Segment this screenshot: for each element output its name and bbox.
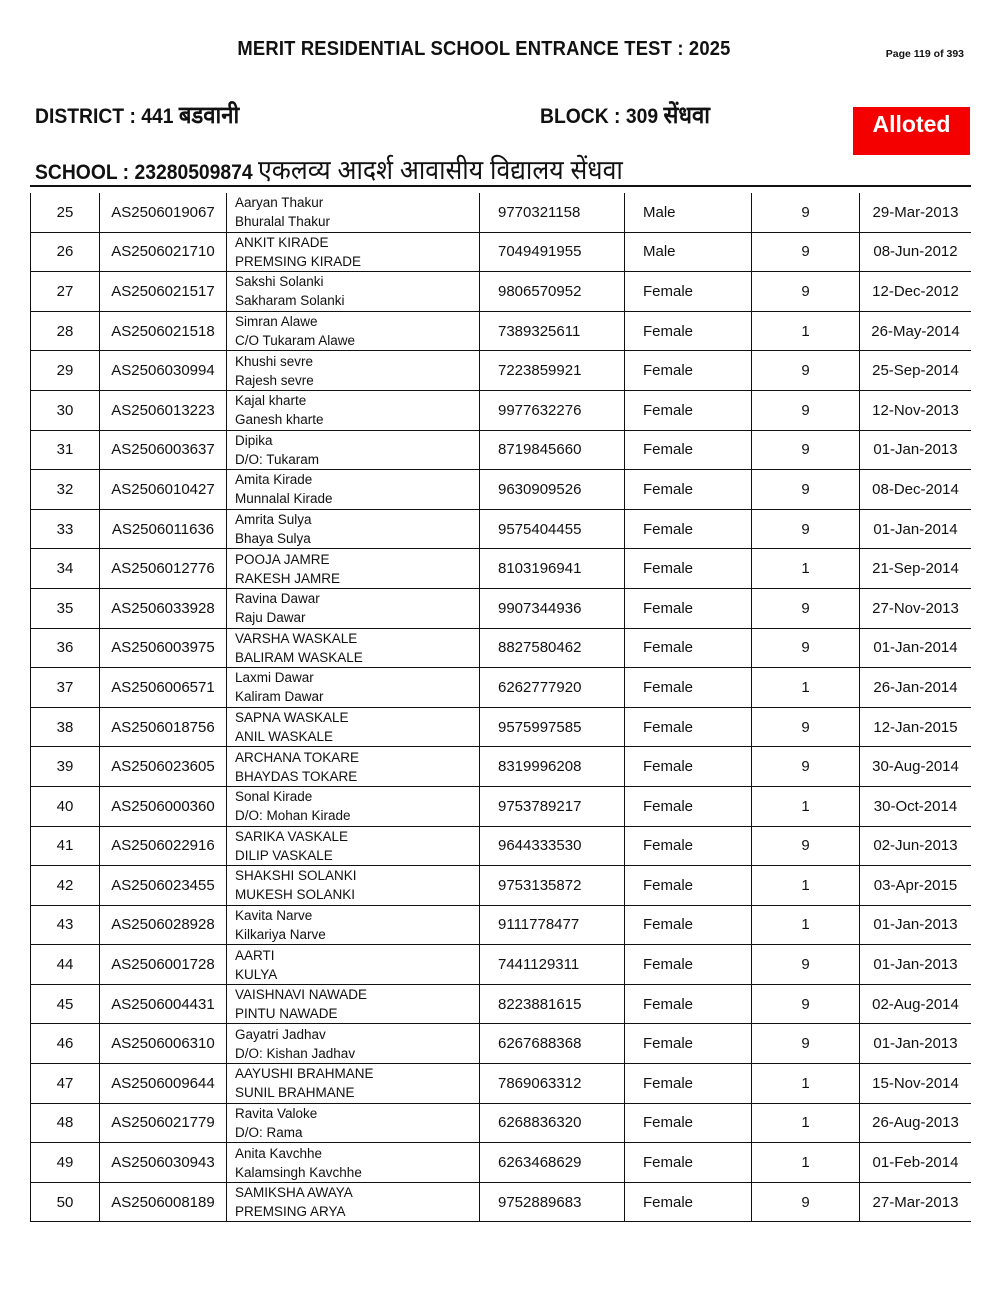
guardian-name: Munnalal Kirade: [235, 491, 333, 507]
date-of-birth-cell: 26-May-2014: [860, 311, 972, 351]
candidate-name-cell: [227, 866, 480, 906]
candidate-name-cell: [227, 390, 480, 430]
candidate-name-cell: [227, 826, 480, 866]
mobile-number-cell: 6262777920: [480, 668, 625, 708]
date-of-birth-cell: 01-Feb-2014: [860, 1143, 972, 1183]
mobile-number-cell: 8719845660: [480, 430, 625, 470]
page-number: Page 119 of 393: [885, 48, 964, 60]
mobile-number-cell: 9753789217: [480, 786, 625, 826]
category-cell: 1: [752, 1064, 860, 1104]
block-label: BLOCK : 309: [540, 105, 664, 128]
candidate-name: POOJA JAMRE: [235, 551, 330, 567]
table-row: [31, 866, 972, 906]
candidate-name: Anita Kavchhe: [235, 1145, 323, 1161]
candidate-name: Amrita Sulya: [235, 512, 312, 528]
mobile-number-cell: 6268836320: [480, 1103, 625, 1143]
application-number-cell: AS2506019067: [100, 193, 227, 232]
merit-list-table: [30, 193, 971, 1222]
mobile-number-cell: 9770321158: [480, 193, 625, 232]
table-row: [31, 707, 972, 747]
serial-number-cell: 44: [31, 945, 100, 985]
serial-number-cell: 28: [31, 311, 100, 351]
application-number-cell: AS2506013223: [100, 390, 227, 430]
candidate-name-cell: [227, 311, 480, 351]
application-number-cell: AS2506021518: [100, 311, 227, 351]
table-row: [31, 786, 972, 826]
candidate-name-cell: [227, 272, 480, 312]
category-cell: 9: [752, 1182, 860, 1222]
application-number-cell: AS2506021517: [100, 272, 227, 312]
status-badge: Alloted: [853, 107, 970, 155]
candidate-name: SHAKSHI SOLANKI: [235, 868, 357, 884]
candidate-name-cell: [227, 470, 480, 510]
mobile-number-cell: 7441129311: [480, 945, 625, 985]
date-of-birth-cell: 15-Nov-2014: [860, 1064, 972, 1104]
guardian-name: PREMSING KIRADE: [235, 253, 362, 269]
candidate-name: Dipika: [235, 432, 273, 448]
candidate-name: Ravita Valoke: [235, 1105, 318, 1121]
table-row: [31, 945, 972, 985]
guardian-name: BHAYDAS TOKARE: [235, 768, 358, 784]
serial-number-cell: 46: [31, 1024, 100, 1064]
category-cell: 9: [752, 826, 860, 866]
school-label: SCHOOL : 23280509874: [35, 161, 259, 184]
candidate-name-cell: [227, 509, 480, 549]
candidate-name: Aaryan Thakur: [235, 195, 324, 211]
guardian-name: ANIL WASKALE: [235, 729, 334, 745]
table-row: [31, 272, 972, 312]
category-cell: 9: [752, 430, 860, 470]
guardian-name: D/O: Mohan Kirade: [235, 808, 351, 824]
guardian-name: D/O: Tukaram: [235, 451, 320, 467]
mobile-number-cell: 9753135872: [480, 866, 625, 906]
candidate-name: AARTI: [235, 947, 275, 963]
serial-number-cell: 43: [31, 905, 100, 945]
table-row: [31, 984, 972, 1024]
serial-number-cell: 41: [31, 826, 100, 866]
candidate-name-cell: [227, 786, 480, 826]
guardian-name: Bhaya Sulya: [235, 531, 311, 547]
guardian-name: D/O: Rama: [235, 1124, 303, 1140]
category-cell: 9: [752, 984, 860, 1024]
gender-cell: Female: [625, 668, 752, 708]
mobile-number-cell: 9630909526: [480, 470, 625, 510]
serial-number-cell: 32: [31, 470, 100, 510]
date-of-birth-cell: 30-Aug-2014: [860, 747, 972, 787]
mobile-number-cell: 9644333530: [480, 826, 625, 866]
mobile-number-cell: 8103196941: [480, 549, 625, 589]
candidate-name-cell: [227, 628, 480, 668]
gender-cell: Female: [625, 628, 752, 668]
table-row: [31, 311, 972, 351]
date-of-birth-cell: 27-Mar-2013: [860, 1182, 972, 1222]
guardian-name: D/O: Kishan Jadhav: [235, 1045, 356, 1061]
table-row: [31, 1024, 972, 1064]
gender-cell: Female: [625, 707, 752, 747]
gender-cell: Female: [625, 390, 752, 430]
table-row: [31, 628, 972, 668]
guardian-name: PREMSING ARYA: [235, 1204, 346, 1220]
application-number-cell: AS2506003975: [100, 628, 227, 668]
gender-cell: Female: [625, 509, 752, 549]
category-cell: 9: [752, 628, 860, 668]
mobile-number-cell: 7869063312: [480, 1064, 625, 1104]
table-row: [31, 747, 972, 787]
gender-cell: Female: [625, 470, 752, 510]
table-row: [31, 826, 972, 866]
candidate-name: AAYUSHI BRAHMANE: [235, 1066, 374, 1082]
category-cell: 9: [752, 588, 860, 628]
mobile-number-cell: 9575997585: [480, 707, 625, 747]
serial-number-cell: 45: [31, 984, 100, 1024]
gender-cell: Male: [625, 232, 752, 272]
date-of-birth-cell: 26-Jan-2014: [860, 668, 972, 708]
candidate-name-cell: [227, 668, 480, 708]
mobile-number-cell: 9111778477: [480, 905, 625, 945]
table-row: [31, 588, 972, 628]
serial-number-cell: 48: [31, 1103, 100, 1143]
candidate-name-cell: [227, 1024, 480, 1064]
application-number-cell: AS2506004431: [100, 984, 227, 1024]
date-of-birth-cell: 08-Dec-2014: [860, 470, 972, 510]
category-cell: 1: [752, 866, 860, 906]
date-of-birth-cell: 02-Jun-2013: [860, 826, 972, 866]
date-of-birth-cell: 01-Jan-2013: [860, 945, 972, 985]
serial-number-cell: 34: [31, 549, 100, 589]
district-label: DISTRICT : 441: [35, 105, 179, 128]
gender-cell: Female: [625, 1143, 752, 1183]
gender-cell: Female: [625, 826, 752, 866]
application-number-cell: AS2506003637: [100, 430, 227, 470]
date-of-birth-cell: 12-Dec-2012: [860, 272, 972, 312]
date-of-birth-cell: 01-Jan-2014: [860, 628, 972, 668]
guardian-name: Kaliram Dawar: [235, 689, 324, 705]
serial-number-cell: 42: [31, 866, 100, 906]
serial-number-cell: 27: [31, 272, 100, 312]
category-cell: 9: [752, 1024, 860, 1064]
gender-cell: Female: [625, 747, 752, 787]
application-number-cell: AS2506021779: [100, 1103, 227, 1143]
table-row: [31, 1064, 972, 1104]
candidate-name: Kavita Narve: [235, 907, 313, 923]
date-of-birth-cell: 27-Nov-2013: [860, 588, 972, 628]
table-row: [31, 905, 972, 945]
serial-number-cell: 37: [31, 668, 100, 708]
table-row: [31, 549, 972, 589]
application-number-cell: AS2506008189: [100, 1182, 227, 1222]
gender-cell: Female: [625, 588, 752, 628]
table-row: [31, 232, 972, 272]
gender-cell: Female: [625, 1103, 752, 1143]
date-of-birth-cell: 01-Jan-2013: [860, 905, 972, 945]
application-number-cell: AS2506009644: [100, 1064, 227, 1104]
gender-cell: Female: [625, 549, 752, 589]
category-cell: 1: [752, 1103, 860, 1143]
application-number-cell: AS2506001728: [100, 945, 227, 985]
candidate-name: SARIKA VASKALE: [235, 828, 349, 844]
category-cell: 9: [752, 707, 860, 747]
application-number-cell: AS2506030943: [100, 1143, 227, 1183]
gender-cell: Female: [625, 272, 752, 312]
application-number-cell: AS2506022916: [100, 826, 227, 866]
candidate-name: Kajal kharte: [235, 393, 307, 409]
serial-number-cell: 35: [31, 588, 100, 628]
application-number-cell: AS2506006571: [100, 668, 227, 708]
school-heading: [35, 150, 623, 187]
category-cell: 9: [752, 945, 860, 985]
mobile-number-cell: 7049491955: [480, 232, 625, 272]
mobile-number-cell: 7389325611: [480, 311, 625, 351]
date-of-birth-cell: 25-Sep-2014: [860, 351, 972, 391]
serial-number-cell: 36: [31, 628, 100, 668]
guardian-name: RAKESH JAMRE: [235, 570, 341, 586]
gender-cell: Female: [625, 1064, 752, 1104]
application-number-cell: AS2506018756: [100, 707, 227, 747]
mobile-number-cell: 8827580462: [480, 628, 625, 668]
guardian-name: Kilkariya Narve: [235, 926, 326, 942]
category-cell: 1: [752, 1143, 860, 1183]
gender-cell: Male: [625, 193, 752, 232]
serial-number-cell: 29: [31, 351, 100, 391]
category-cell: 1: [752, 549, 860, 589]
application-number-cell: AS2506021710: [100, 232, 227, 272]
guardian-name: Bhuralal Thakur: [235, 214, 331, 230]
gender-cell: Female: [625, 430, 752, 470]
gender-cell: Female: [625, 945, 752, 985]
candidate-name: Amita Kirade: [235, 472, 313, 488]
application-number-cell: AS2506006310: [100, 1024, 227, 1064]
category-cell: 9: [752, 351, 860, 391]
district-heading: [35, 98, 239, 131]
category-cell: 1: [752, 786, 860, 826]
candidate-name-cell: [227, 945, 480, 985]
gender-cell: Female: [625, 866, 752, 906]
table-row: [31, 1103, 972, 1143]
application-number-cell: AS2506033928: [100, 588, 227, 628]
mobile-number-cell: 6267688368: [480, 1024, 625, 1064]
candidate-name-cell: [227, 351, 480, 391]
application-number-cell: AS2506011636: [100, 509, 227, 549]
date-of-birth-cell: 08-Jun-2012: [860, 232, 972, 272]
gender-cell: Female: [625, 786, 752, 826]
date-of-birth-cell: 12-Nov-2013: [860, 390, 972, 430]
date-of-birth-cell: 01-Jan-2013: [860, 1024, 972, 1064]
category-cell: 9: [752, 193, 860, 232]
candidate-name-cell: [227, 588, 480, 628]
candidate-name: VARSHA WASKALE: [235, 630, 358, 646]
category-cell: 1: [752, 668, 860, 708]
candidate-name-cell: [227, 232, 480, 272]
candidate-name-cell: [227, 905, 480, 945]
mobile-number-cell: 8319996208: [480, 747, 625, 787]
mobile-number-cell: 9806570952: [480, 272, 625, 312]
mobile-number-cell: 9907344936: [480, 588, 625, 628]
candidate-name-cell: [227, 1064, 480, 1104]
application-number-cell: AS2506030994: [100, 351, 227, 391]
guardian-name: Ganesh kharte: [235, 412, 324, 428]
serial-number-cell: 39: [31, 747, 100, 787]
mobile-number-cell: 9977632276: [480, 390, 625, 430]
candidate-name-cell: [227, 430, 480, 470]
table-row: [31, 1182, 972, 1222]
category-cell: 9: [752, 509, 860, 549]
block-heading: [540, 98, 710, 131]
guardian-name: Rajesh sevre: [235, 372, 314, 388]
guardian-name: SUNIL BRAHMANE: [235, 1085, 355, 1101]
table-row: [31, 430, 972, 470]
serial-number-cell: 30: [31, 390, 100, 430]
date-of-birth-cell: 29-Mar-2013: [860, 193, 972, 232]
candidate-name: SAPNA WASKALE: [235, 710, 349, 726]
guardian-name: BALIRAM WASKALE: [235, 649, 363, 665]
school-name: एकलव्य आदर्श आवासीय विद्यालय सेंधवा: [258, 155, 623, 185]
candidate-name-cell: [227, 747, 480, 787]
category-cell: 1: [752, 311, 860, 351]
guardian-name: KULYA: [235, 966, 278, 982]
guardian-name: MUKESH SOLANKI: [235, 887, 356, 903]
candidate-name: Sakshi Solanki: [235, 274, 324, 290]
serial-number-cell: 38: [31, 707, 100, 747]
application-number-cell: AS2506028928: [100, 905, 227, 945]
mobile-number-cell: 8223881615: [480, 984, 625, 1024]
district-name: बडवानी: [178, 102, 240, 129]
guardian-name: C/O Tukaram Alawe: [235, 333, 356, 349]
candidate-name-cell: [227, 549, 480, 589]
mobile-number-cell: 7223859921: [480, 351, 625, 391]
serial-number-cell: 26: [31, 232, 100, 272]
category-cell: 9: [752, 390, 860, 430]
date-of-birth-cell: 03-Apr-2015: [860, 866, 972, 906]
serial-number-cell: 49: [31, 1143, 100, 1183]
guardian-name: DILIP VASKALE: [235, 847, 333, 863]
category-cell: 9: [752, 232, 860, 272]
date-of-birth-cell: 26-Aug-2013: [860, 1103, 972, 1143]
candidate-name: ANKIT KIRADE: [235, 234, 329, 250]
candidate-name-cell: [227, 193, 480, 232]
candidate-name: Ravina Dawar: [235, 591, 320, 607]
block-name: सेंधवा: [663, 102, 710, 129]
application-number-cell: AS2506000360: [100, 786, 227, 826]
guardian-name: Kalamsingh Kavchhe: [235, 1164, 362, 1180]
date-of-birth-cell: 12-Jan-2015: [860, 707, 972, 747]
candidate-name-cell: [227, 1143, 480, 1183]
mobile-number-cell: 9752889683: [480, 1182, 625, 1222]
candidate-name: Gayatri Jadhav: [235, 1026, 326, 1042]
candidate-name: SAMIKSHA AWAYA: [235, 1185, 353, 1201]
date-of-birth-cell: 01-Jan-2013: [860, 430, 972, 470]
gender-cell: Female: [625, 1182, 752, 1222]
table-row: [31, 193, 972, 232]
category-cell: 9: [752, 272, 860, 312]
document-title: MERIT RESIDENTIAL SCHOOL ENTRANCE TEST : 2025: [237, 38, 731, 60]
candidate-name-cell: [227, 984, 480, 1024]
table-row: [31, 470, 972, 510]
application-number-cell: AS2506023605: [100, 747, 227, 787]
date-of-birth-cell: 01-Jan-2014: [860, 509, 972, 549]
candidate-name-cell: [227, 1103, 480, 1143]
candidate-name: Khushi sevre: [235, 353, 314, 369]
candidate-name-cell: [227, 707, 480, 747]
gender-cell: Female: [625, 984, 752, 1024]
candidate-name: ARCHANA TOKARE: [235, 749, 360, 765]
serial-number-cell: 40: [31, 786, 100, 826]
guardian-name: Raju Dawar: [235, 610, 306, 626]
table-row: [31, 1143, 972, 1183]
table-row: [31, 390, 972, 430]
table-row: [31, 509, 972, 549]
gender-cell: Female: [625, 905, 752, 945]
serial-number-cell: 47: [31, 1064, 100, 1104]
serial-number-cell: 31: [31, 430, 100, 470]
category-cell: 1: [752, 905, 860, 945]
candidate-name: Simran Alawe: [235, 314, 318, 330]
application-number-cell: AS2506010427: [100, 470, 227, 510]
candidate-name-cell: [227, 1182, 480, 1222]
date-of-birth-cell: 30-Oct-2014: [860, 786, 972, 826]
table-row: [31, 668, 972, 708]
gender-cell: Female: [625, 311, 752, 351]
category-cell: 9: [752, 747, 860, 787]
date-of-birth-cell: 02-Aug-2014: [860, 984, 972, 1024]
gender-cell: Female: [625, 351, 752, 391]
date-of-birth-cell: 21-Sep-2014: [860, 549, 972, 589]
serial-number-cell: 50: [31, 1182, 100, 1222]
application-number-cell: AS2506023455: [100, 866, 227, 906]
serial-number-cell: 25: [31, 193, 100, 232]
mobile-number-cell: 9575404455: [480, 509, 625, 549]
candidate-name: VAISHNAVI NAWADE: [235, 987, 368, 1003]
serial-number-cell: 33: [31, 509, 100, 549]
mobile-number-cell: 6263468629: [480, 1143, 625, 1183]
candidate-name: Laxmi Dawar: [235, 670, 314, 686]
gender-cell: Female: [625, 1024, 752, 1064]
guardian-name: PINTU NAWADE: [235, 1006, 338, 1022]
table-row: [31, 351, 972, 391]
candidate-name: Sonal Kirade: [235, 789, 313, 805]
category-cell: 9: [752, 470, 860, 510]
guardian-name: Sakharam Solanki: [235, 293, 345, 309]
header-divider: [30, 185, 971, 187]
application-number-cell: AS2506012776: [100, 549, 227, 589]
